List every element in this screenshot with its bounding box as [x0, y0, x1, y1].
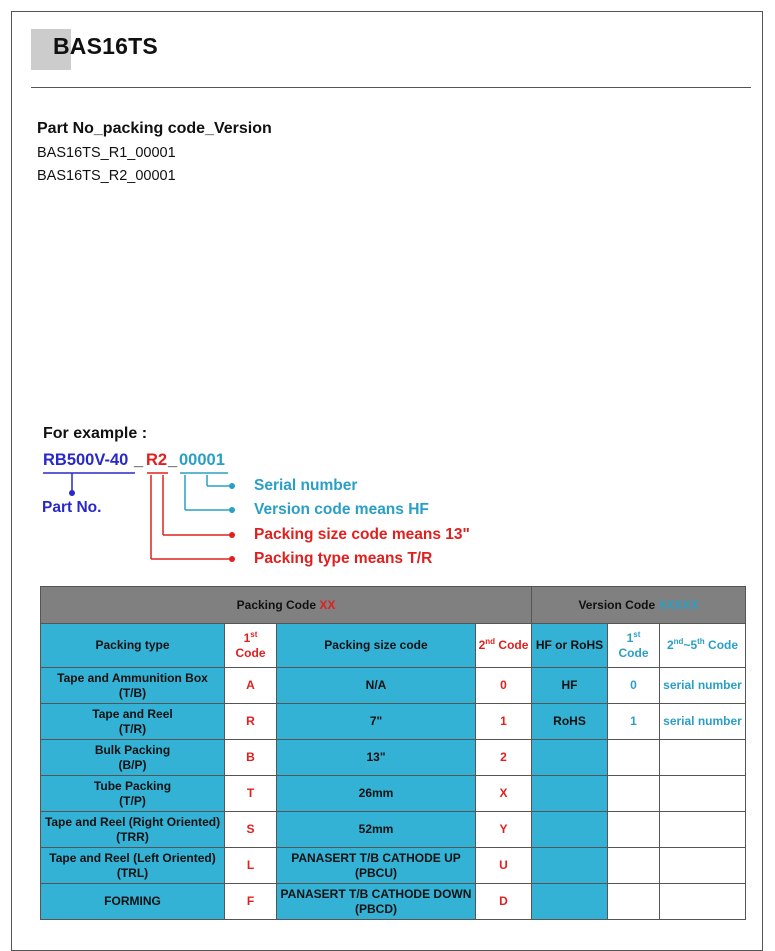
- second-code-cell: 1: [476, 704, 532, 740]
- example-separator: _: [168, 451, 178, 469]
- version-first-code-cell: [608, 740, 660, 776]
- version-serial-cell: [660, 740, 746, 776]
- packing-type-cell: Tube Packing (T/P): [41, 776, 225, 812]
- version-serial-cell: [660, 884, 746, 920]
- second-code-cell: 0: [476, 668, 532, 704]
- second-code-cell: 2: [476, 740, 532, 776]
- col-header-packing-type: Packing type: [41, 624, 225, 668]
- table-row: [41, 740, 746, 776]
- version-serial-cell: serial number: [660, 704, 746, 740]
- col-header-version-serial: 2nd~5th Code: [660, 624, 746, 668]
- first-code-cell: A: [225, 668, 277, 704]
- hf-rohs-cell: RoHS: [532, 704, 608, 740]
- packing-size-cell: 13": [277, 740, 476, 776]
- packing-size-cell: N/A: [277, 668, 476, 704]
- version-serial-cell: serial number: [660, 668, 746, 704]
- hf-rohs-cell: [532, 848, 608, 884]
- first-code-cell: T: [225, 776, 277, 812]
- first-code-cell: F: [225, 884, 277, 920]
- packing-code-table: [40, 586, 746, 920]
- packing-size-cell: 52mm: [277, 812, 476, 848]
- version-first-code-cell: [608, 884, 660, 920]
- callout-packing-type: Packing type means T/R: [254, 550, 433, 567]
- version-first-code-cell: 1: [608, 704, 660, 740]
- example-separator: _: [134, 451, 144, 469]
- part-number-item: BAS16TS_R2_00001: [37, 168, 176, 184]
- table-row: [41, 668, 746, 704]
- packing-type-cell: Tape and Reel (Left Oriented) (TRL): [41, 848, 225, 884]
- packing-size-cell: 7": [277, 704, 476, 740]
- packing-type-cell: FORMING: [41, 884, 225, 920]
- part-no-label: Part No.: [42, 499, 102, 516]
- version-serial-cell: [660, 848, 746, 884]
- first-code-cell: R: [225, 704, 277, 740]
- col-header-hf-rohs: HF or RoHS: [532, 624, 608, 668]
- page-title: BAS16TS: [53, 33, 158, 59]
- example-heading: For example :: [43, 425, 148, 442]
- version-first-code-cell: [608, 776, 660, 812]
- example-packing-code: R2: [146, 451, 168, 469]
- packing-size-cell: PANASERT T/B CATHODE UP (PBCU): [277, 848, 476, 884]
- packing-code-header: Packing Code XX: [41, 587, 532, 624]
- hf-rohs-cell: [532, 776, 608, 812]
- callout-packing-size: Packing size code means 13": [254, 526, 470, 543]
- col-header-first-code: 1st Code: [225, 624, 277, 668]
- part-number-item: BAS16TS_R1_00001: [37, 145, 176, 161]
- packing-type-cell: Tape and Reel (T/R): [41, 704, 225, 740]
- example-part-code: RB500V-40: [43, 451, 129, 469]
- hf-rohs-cell: HF: [532, 668, 608, 704]
- col-header-packing-size: Packing size code: [277, 624, 476, 668]
- col-header-version-first-code: 1st Code: [608, 624, 660, 668]
- callout-serial-number: Serial number: [254, 477, 358, 494]
- callout-version-code: Version code means HF: [254, 501, 429, 518]
- example-version-code: 00001: [179, 451, 225, 469]
- version-first-code-cell: 0: [608, 668, 660, 704]
- table-row: [41, 776, 746, 812]
- table-row: [41, 704, 746, 740]
- second-code-cell: D: [476, 884, 532, 920]
- second-code-cell: Y: [476, 812, 532, 848]
- version-serial-cell: [660, 812, 746, 848]
- col-header-second-code: 2nd Code: [476, 624, 532, 668]
- second-code-cell: U: [476, 848, 532, 884]
- table-row: [41, 848, 746, 884]
- packing-type-cell: Bulk Packing (B/P): [41, 740, 225, 776]
- table-row: [41, 812, 746, 848]
- second-code-cell: X: [476, 776, 532, 812]
- hf-rohs-cell: [532, 740, 608, 776]
- table-row: [41, 884, 746, 920]
- packing-type-cell: Tape and Reel (Right Oriented) (TRR): [41, 812, 225, 848]
- hf-rohs-cell: [532, 884, 608, 920]
- packing-size-cell: PANASERT T/B CATHODE DOWN (PBCD): [277, 884, 476, 920]
- packing-type-cell: Tape and Ammunition Box (T/B): [41, 668, 225, 704]
- packing-size-cell: 26mm: [277, 776, 476, 812]
- version-first-code-cell: [608, 848, 660, 884]
- version-code-header: Version Code XXXXX: [532, 587, 746, 624]
- version-serial-cell: [660, 776, 746, 812]
- first-code-cell: B: [225, 740, 277, 776]
- hf-rohs-cell: [532, 812, 608, 848]
- part-number-heading: Part No_packing code_Version: [37, 120, 272, 137]
- version-first-code-cell: [608, 812, 660, 848]
- first-code-cell: S: [225, 812, 277, 848]
- first-code-cell: L: [225, 848, 277, 884]
